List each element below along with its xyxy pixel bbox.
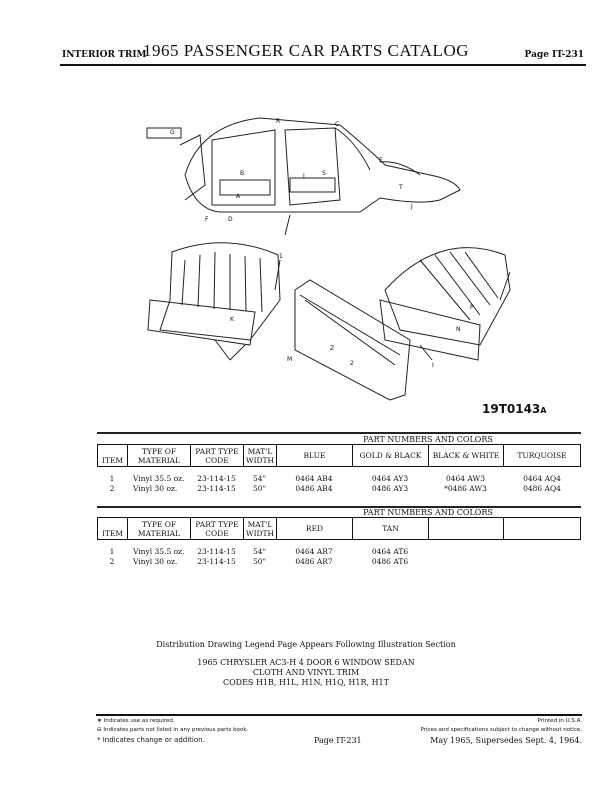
callout-i: I bbox=[432, 362, 434, 369]
table1-group-label: PART NUMBERS AND COLORS bbox=[363, 435, 493, 444]
callout-t: T bbox=[399, 184, 403, 191]
cell: 0464 AR7 bbox=[295, 547, 333, 556]
callout-k: K bbox=[230, 316, 234, 323]
callout-a: A bbox=[236, 193, 241, 200]
printed-in: Printed in U.S.A. bbox=[537, 718, 582, 724]
cell: 0464 AY3 bbox=[371, 474, 409, 483]
page-title: 1965 PASSENGER CAR PARTS CATALOG bbox=[143, 41, 469, 60]
col-part-type: PART TYPE CODE bbox=[191, 445, 244, 467]
col-material: TYPE OF MATERIAL bbox=[128, 445, 191, 467]
cell: 23-114-15 bbox=[197, 547, 236, 556]
col-width: MAT'L WIDTH bbox=[244, 445, 277, 467]
cell: 0464 AT6 bbox=[371, 547, 409, 556]
cell: 2 bbox=[109, 484, 115, 493]
cell: 0486 AQ4 bbox=[523, 484, 561, 493]
table-row bbox=[97, 474, 581, 484]
footer-rule bbox=[96, 714, 582, 716]
footnote-new-parts: ⊟ Indicates parts not listed in any previous parts book. bbox=[97, 727, 249, 733]
col-part-type: PART TYPE CODE bbox=[191, 518, 244, 540]
cell: 0464 AQ4 bbox=[523, 474, 561, 483]
cell: 1 bbox=[109, 547, 115, 556]
table1-header bbox=[97, 444, 581, 467]
callout-s: S bbox=[322, 170, 326, 177]
callout-j: J bbox=[411, 203, 413, 210]
page-number: Page IT-231 bbox=[524, 50, 584, 60]
cell: 0486 AB4 bbox=[295, 484, 333, 493]
col-gold-black: GOLD & BLACK bbox=[353, 445, 429, 467]
col-black-white: BLACK & WHITE bbox=[429, 445, 504, 467]
figure-code: 19T0143A bbox=[482, 402, 547, 416]
footnote-change: * Indicates change or addition. bbox=[97, 736, 205, 744]
cell: Vinyl 30 oz. bbox=[133, 557, 178, 566]
cell: Vinyl 30 oz. bbox=[133, 484, 178, 493]
callout-e: E bbox=[379, 157, 383, 164]
col-material: TYPE OF MATERIAL bbox=[128, 518, 191, 540]
col-tan: TAN bbox=[353, 518, 429, 540]
distribution-note: Distribution Drawing Legend Page Appears Following Illustration Section bbox=[156, 640, 456, 649]
callout-f: F bbox=[205, 216, 209, 223]
col-item: ITEM bbox=[98, 445, 128, 467]
table2-body bbox=[97, 547, 581, 567]
callout-m: M bbox=[287, 356, 293, 363]
cell: 50" bbox=[253, 484, 266, 493]
cell: 50" bbox=[253, 557, 266, 566]
footnote-required: ★ Indicates use as required. bbox=[97, 718, 175, 724]
table-row bbox=[97, 547, 581, 557]
col-turquoise: TURQUOISE bbox=[504, 445, 581, 467]
cell: 0486 AT6 bbox=[371, 557, 409, 566]
footer-page: Page IT-231 bbox=[314, 736, 362, 745]
table-row bbox=[97, 484, 581, 494]
col-width: MAT'L WIDTH bbox=[244, 518, 277, 540]
col-blue: BLUE bbox=[277, 445, 353, 467]
callout-l: L bbox=[303, 173, 307, 180]
table1-body bbox=[97, 474, 581, 494]
cell: 0486 AY3 bbox=[371, 484, 409, 493]
cell: Vinyl 35.5 oz. bbox=[133, 474, 185, 483]
callout-r: R bbox=[276, 118, 281, 125]
cell: 54" bbox=[253, 547, 266, 556]
section-label: INTERIOR TRIM bbox=[62, 50, 147, 60]
cell: 54" bbox=[253, 474, 266, 483]
col-empty bbox=[504, 518, 581, 540]
cell: 23-114-15 bbox=[197, 474, 236, 483]
trim-line: CLOTH AND VINYL TRIM bbox=[252, 668, 360, 677]
cell: 2 bbox=[109, 557, 115, 566]
callout-2: 2 bbox=[350, 360, 354, 367]
cell: Vinyl 35.5 oz. bbox=[133, 547, 185, 556]
callout-1: 1 bbox=[279, 253, 283, 260]
cell: 0464 AB4 bbox=[295, 474, 333, 483]
callout-z: Z bbox=[330, 345, 335, 352]
table-row bbox=[97, 557, 581, 567]
cell: 0464 AW3 bbox=[445, 474, 486, 483]
table2-group-label: PART NUMBERS AND COLORS bbox=[363, 508, 493, 517]
cell: 0486 AR7 bbox=[295, 557, 333, 566]
col-red: RED bbox=[277, 518, 353, 540]
codes-line: CODES H1B, H1L, H1N, H1Q, H1R, H1T bbox=[223, 678, 389, 687]
table2-header bbox=[97, 517, 581, 540]
cell: *0486 AW3 bbox=[444, 484, 487, 493]
callout-d: D bbox=[228, 216, 233, 223]
callout-p: P bbox=[470, 304, 474, 311]
prices-note: Prices and specifications subject to change without notice. bbox=[420, 727, 582, 733]
callout-b: B bbox=[240, 170, 245, 177]
callout-c: C bbox=[335, 121, 340, 128]
col-empty bbox=[429, 518, 504, 540]
callout-g: G bbox=[170, 129, 175, 136]
cell: 23-114-15 bbox=[197, 557, 236, 566]
table1-rule bbox=[97, 432, 581, 434]
cell: 23-114-15 bbox=[197, 484, 236, 493]
callout-n: N bbox=[456, 326, 461, 333]
col-item: ITEM bbox=[98, 518, 128, 540]
date-line: May 1965, Supersedes Sept. 4, 1964. bbox=[430, 736, 582, 745]
cell: 1 bbox=[109, 474, 115, 483]
model-line: 1965 CHRYSLER AC3-H 4 DOOR 6 WINDOW SEDAN bbox=[197, 658, 415, 667]
